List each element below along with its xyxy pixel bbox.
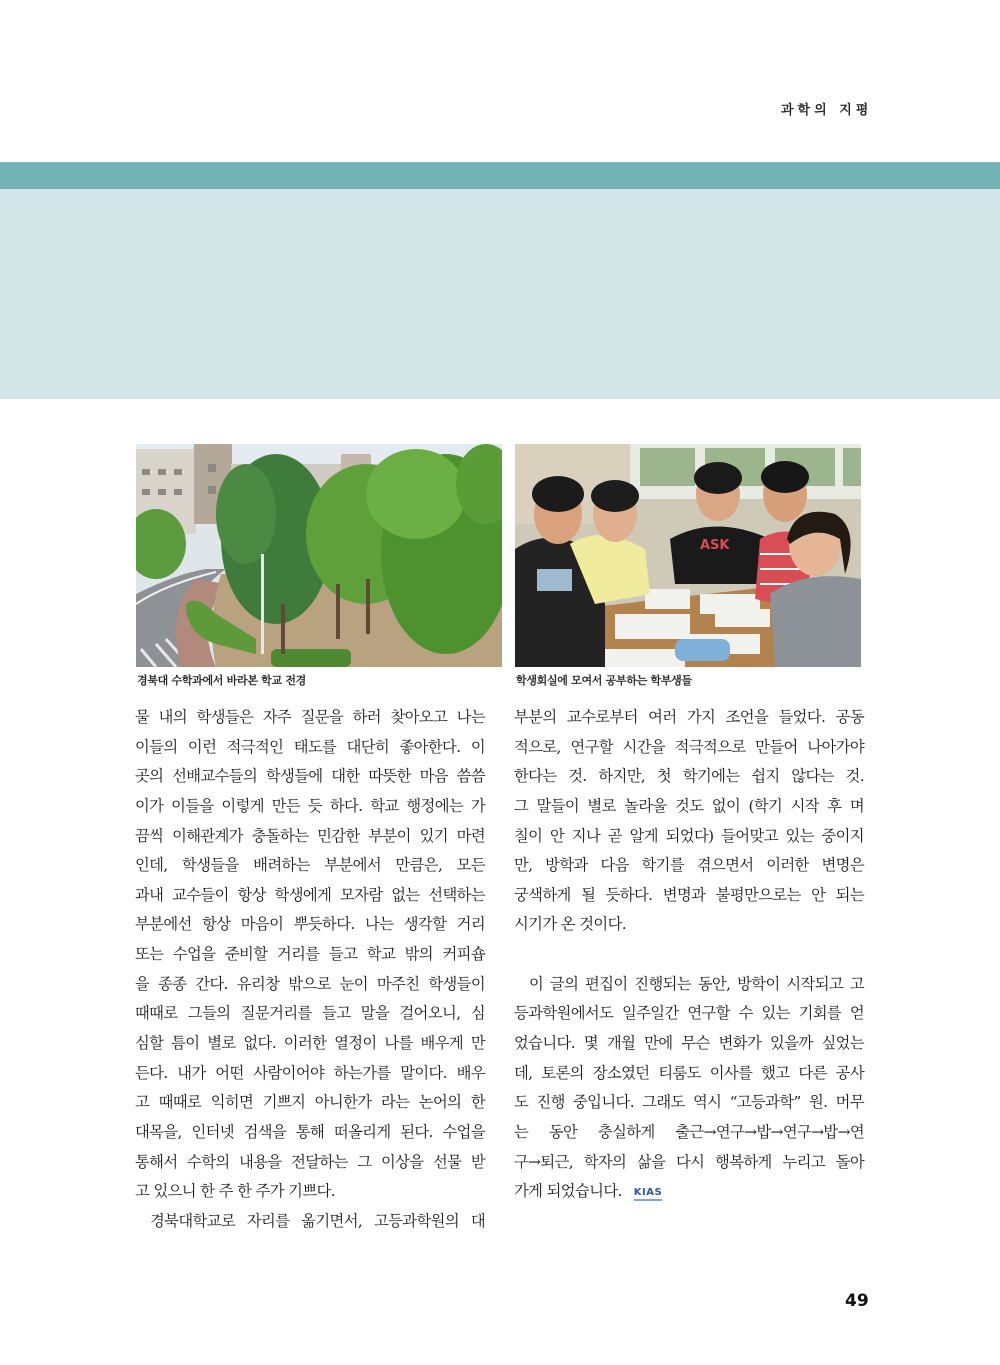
header-band-light — [0, 189, 1000, 399]
page-number: 49 — [845, 1291, 869, 1311]
body-text-line: 는 동안 충실하게 출근→연구→밥→연구→밥→연 — [514, 1122, 864, 1141]
body-text-line: 부분의 교수로부터 여러 가지 조언을 들었다. 공동 — [514, 708, 864, 726]
body-text-line: 구→퇴근, 학자의 삶을 다시 행복하게 누리고 돌아 — [514, 1152, 864, 1171]
photo-caption-campus: 경북대 수학과에서 바라본 학교 전경 — [137, 674, 307, 687]
body-text-line: 이가 이들을 이렇게 만든 듯 하다. 학교 행정에는 가 — [135, 796, 485, 815]
kias-logo-icon: KIAS — [634, 1187, 662, 1201]
body-text-line: 물 내의 학생들은 자주 질문을 하러 찾아오고 나는 — [135, 708, 485, 726]
body-text-line: 또는 수업을 준비할 거리를 들고 학교 밖의 커피숍 — [135, 945, 485, 964]
body-text-line: 부분에선 항상 마음이 뿌듯하다. 나는 생각할 거리 — [135, 915, 485, 934]
body-text-line: 칠이 안 지나 곧 알게 되었다) 들어맞고 있는 중이지 — [514, 826, 864, 845]
body-text-line: 한다는 것. 하지만, 첫 학기에는 쉽지 않다는 것. — [514, 767, 864, 786]
paragraph-gap — [514, 940, 864, 970]
body-text-line: 통해서 수학의 내용을 전달하는 그 이상을 선물 받 — [135, 1152, 485, 1171]
article-left-column — [135, 703, 485, 1237]
body-text-line: 이들의 이런 적극적인 태도를 대단히 좋아한다. 이 — [135, 737, 485, 756]
body-text-line: 때때로 그들의 질문거리를 들고 말을 걸어오니, 심 — [135, 1004, 485, 1023]
body-text-line: 시기가 온 것이다. — [514, 915, 627, 934]
section-label: 과학의 지평 — [781, 103, 873, 118]
svg-text:ASK: ASK — [700, 538, 730, 553]
body-text-line: 궁색하게 될 듯하다. 변명과 불평만으로는 안 되는 — [514, 885, 864, 904]
body-text-line: 끔씩 이해관계가 충돌하는 민감한 부분이 있기 마련 — [135, 826, 485, 845]
body-text-line: 데, 토론의 장소였던 티룸도 이사를 했고 다른 공사 — [514, 1063, 864, 1082]
body-text-line: 고 때때로 익히면 기쁘지 아니한가 라는 논어의 한 — [135, 1093, 485, 1112]
header-band-dark — [0, 162, 1000, 190]
body-text-line: 만, 방학과 다음 학기를 겪으면서 이러한 변명은 — [514, 856, 864, 875]
body-text-line: 었습니다. 몇 개월 만에 무슨 변화가 있을까 싶었는 — [514, 1034, 864, 1053]
body-text-line: 든다. 내가 어떤 사람이어야 하는가를 말이다. 배우 — [135, 1063, 485, 1082]
body-text-line: 곳의 선배교수들의 학생들에 대한 따뜻한 마음 씀씀 — [135, 767, 485, 786]
body-text-line: 이 글의 편집이 진행되는 동안, 방학이 시작되고 고 — [529, 974, 864, 993]
photo-caption-students: 학생회실에 모여서 공부하는 학부생들 — [516, 674, 692, 687]
body-text-line: 경북대학교로 자리를 옮기면서, 고등과학원의 대 — [150, 1211, 485, 1230]
body-text-line: 등과학원에서도 일주일간 연구할 수 있는 기회를 얻 — [514, 1004, 864, 1023]
body-text-line: 을 종종 간다. 유리창 밖으로 눈이 마주친 학생들이 — [135, 974, 485, 993]
body-text-line: 고 있으니 한 주 한 주가 기쁘다. — [135, 1182, 335, 1201]
body-text-line-final — [514, 1177, 864, 1207]
body-text-final: 가게 되었습니다. — [514, 1182, 622, 1201]
body-text-line: 인데, 학생들을 배려하는 부분에서 만큼은, 모든 — [135, 856, 485, 875]
body-text-line: 적으로, 연구할 시간을 적극적으로 만들어 나아가야 — [514, 737, 864, 756]
article-right-column — [514, 703, 864, 1207]
body-text-line: 도 진행 중입니다. 그래도 역시 “고등과학” 원. 머무 — [514, 1093, 864, 1112]
body-text-line: 대목을, 인터넷 검색을 통해 떠올리게 된다. 수업을 — [135, 1122, 485, 1141]
body-text-line: 심할 틈이 별로 없다. 이러한 열정이 나를 배우게 만 — [135, 1034, 485, 1053]
students-studying-photo — [515, 444, 861, 667]
body-text-line: 과내 교수들이 항상 학생에게 모자람 없는 선택하는 — [135, 885, 485, 904]
campus-view-photo — [136, 444, 502, 667]
body-text-line: 그 말들이 별로 놀라울 것도 없이 (학기 시작 후 며 — [514, 796, 864, 815]
